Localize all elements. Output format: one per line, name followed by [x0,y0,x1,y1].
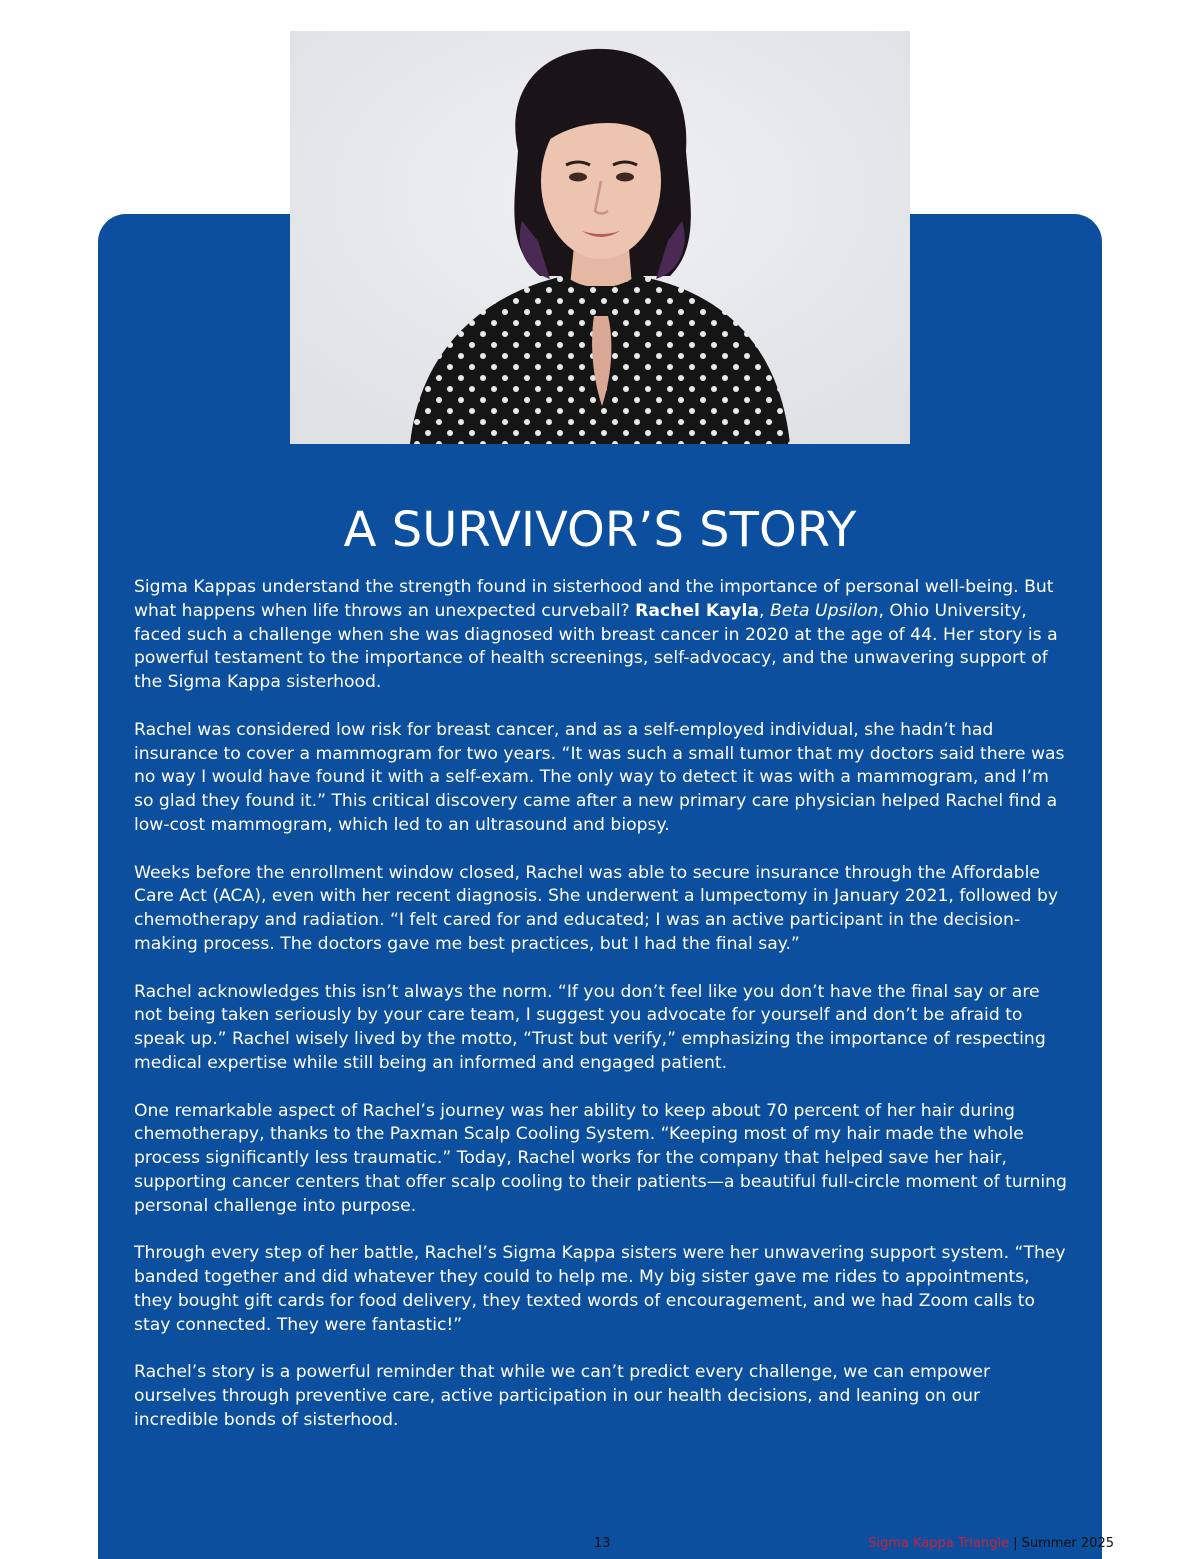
portrait-photo [290,31,910,444]
intro-comma: , [759,600,770,621]
article-body [134,576,1068,1456]
paragraph-advocacy: Rachel acknowledges this isn’t always the norm. “If you don’t feel like you don’t have the final say or are not being taken seriously by your care team, I suggest you advocate for yourself and don’t be afraid to speak up.” Rachel wisely lived by the motto, “Trust but verify,” emphasizing the importance of respecting medical expertise while still being an informed and engaged patient. [134,981,1046,1073]
intro-text-b: , Ohio University, faced such a challenge when she was diagnosed with breast cancer in 2020 at the age of 44. Her story is a powerful testament to the importance of health screenings, self-advocacy, and the unwavering support of the Sigma Kappa sisterhood. [134,600,1058,693]
paragraph-sisterhood: Through every step of her battle, Rachel’s Sigma Kappa sisters were her unwavering support system. “They banded together and did whatever they could to help me. My big sister gave me rides to appointments, they bought gift cards for food delivery, they texted words of encouragement, and we had Zoom calls to stay connected. They were fantastic!” [134,1243,1066,1335]
portrait-illustration [290,31,910,444]
paragraph-treatment: Weeks before the enrollment window closed, Rachel was able to secure insurance through the Affordable Care Act (ACA), even with her recent diagnosis. She underwent a lumpectomy in January 2021, followed by chemotherapy and radiation. “I felt cared for and educated; I was an active participant in the decision-making process. The doctors gave me best practices, but I had the final say.” [134,862,1059,954]
paragraph-scalp-cooling: One remarkable aspect of Rachel’s journey was her ability to keep about 70 percent of her hair during chemotherapy, thanks to the Paxman Scalp Cooling System. “Keeping most of my hair made the whole process significantly less traumatic.” Today, Rachel works for the company that helped save her hair, supporting cancer centers that offer scalp cooling to their patients—a beautiful full-circle moment of turning personal challenge into purpose. [134,1100,1067,1216]
article-title: A SURVIVOR’S STORY [343,502,857,558]
publication-info [868,1536,1114,1551]
page-number: 13 [594,1536,611,1551]
publication-name: Sigma Kappa Triangle [868,1536,1009,1551]
paragraph-intro [134,576,1068,695]
page-footer [0,1536,1200,1556]
intro-text-a: Sigma Kappas understand the strength found in sisterhood and the importance of personal well-being. But what happens when life throws an unexpected curveball? [134,577,1054,621]
subject-name: Rachel Kayla [635,600,759,621]
paragraph-diagnosis: Rachel was considered low risk for breast cancer, and as a self-employed individual, she hadn’t had insurance to cover a mammogram for two years. “It was such a small tumor that my doctors said there was no way I would have found it with a self-exam. The only way to detect it was with a mammogram, and I’m so glad they found it.” This critical discovery came after a new primary care physician helped Rachel find a low-cost mammogram, which led to an ultrasound and biopsy. [134,719,1065,835]
chapter-name: Beta Upsilon [769,600,879,621]
issue-label: Summer 2025 [1021,1536,1114,1551]
paragraph-conclusion: Rachel’s story is a powerful reminder that while we can’t predict every challenge, we can empower ourselves through preventive care, active participation in our health decisions, and leaning on our incredible bonds of sisterhood. [134,1362,991,1430]
footer-separator: | [1008,1536,1022,1551]
